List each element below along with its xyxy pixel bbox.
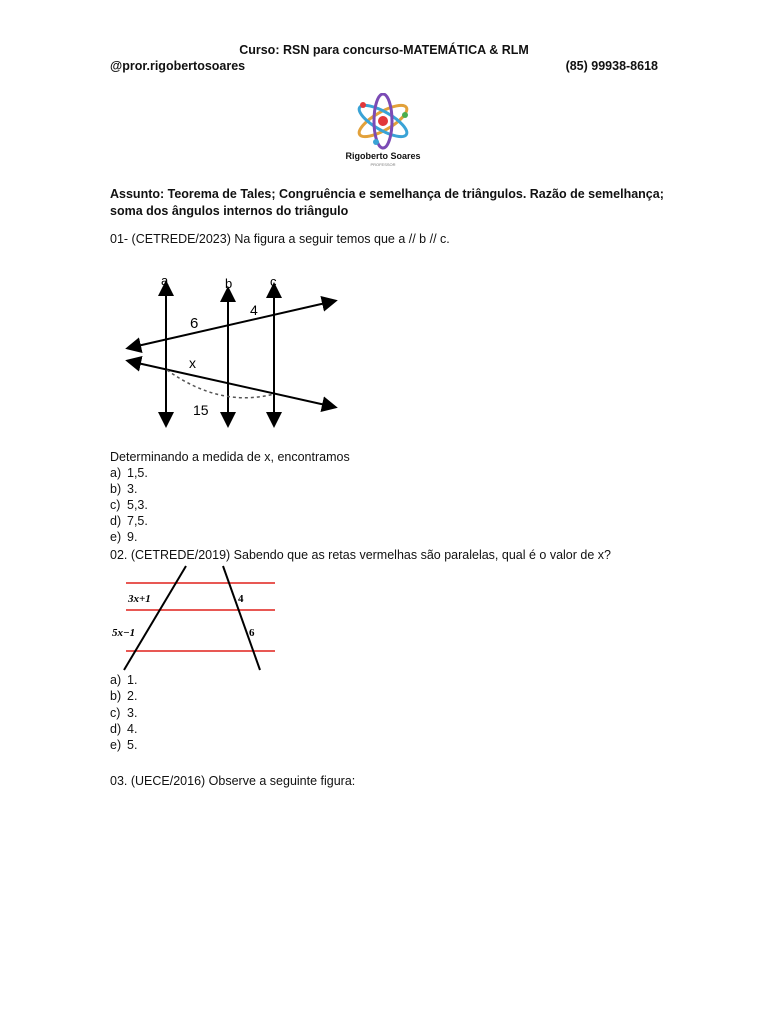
q2-option-e: e) 5. <box>110 738 138 752</box>
q2-option-b: b) 2. <box>110 689 138 703</box>
q2-option-c: c) 3. <box>110 706 138 720</box>
logo <box>336 93 430 173</box>
label-b: b <box>225 276 233 291</box>
q2-statement: 02. (CETREDE/2019) Sabendo que as retas vermelhas são paralelas, qual é o valor de x? <box>110 548 611 562</box>
label-6: 6 <box>249 627 255 639</box>
label-15: 15 <box>193 402 209 418</box>
label-3x-plus-1: 3x+1 <box>128 593 151 605</box>
transversal-top <box>133 302 330 347</box>
atom-logo-icon <box>336 93 430 173</box>
q2-figure <box>108 565 280 673</box>
instagram-handle: @pror.rigobertosoares <box>110 59 246 73</box>
phone-number: (85) 99938-8618 <box>565 59 658 73</box>
q2-option-a: a) 1. <box>110 673 138 687</box>
course-title: Curso: RSN para concurso-MATEMÁTICA & RLM <box>239 43 529 57</box>
q1-option-d: d) 7,5. <box>110 514 148 528</box>
label-x: x <box>189 355 196 371</box>
transversal-bottom <box>133 362 330 406</box>
q1-statement: 01- (CETREDE/2023) Na figura a seguir temos que a // b // c. <box>110 232 450 246</box>
q1-prompt: Determinando a medida de x, encontramos <box>110 450 350 464</box>
subject-line-1: Assunto: Teorema de Tales; Congruência e semelhança de triângulos. Razão de semelhança; <box>110 187 664 201</box>
label-c: c <box>270 274 277 289</box>
label-a: a <box>161 273 169 288</box>
label-4: 4 <box>238 593 244 605</box>
q1-option-b: b) 3. <box>110 482 138 496</box>
q1-option-e: e) 9. <box>110 530 138 544</box>
q2-option-d: d) 4. <box>110 722 138 736</box>
q1-figure <box>125 270 340 435</box>
label-4: 4 <box>250 302 258 318</box>
q1-option-c: c) 5,3. <box>110 498 148 512</box>
label-6: 6 <box>190 315 199 332</box>
label-5x-minus-1: 5x−1 <box>112 627 136 639</box>
logo-subtitle: PROFESSOR <box>370 162 396 167</box>
transversal-left <box>124 566 186 670</box>
transversal-right <box>223 566 260 670</box>
q1-option-a: a) 1,5. <box>110 466 148 480</box>
subject-line-2: soma dos ângulos internos do triângulo <box>110 204 349 218</box>
q3-statement: 03. (UECE/2016) Observe a seguinte figura: <box>110 774 356 788</box>
logo-name: Rigoberto Soares <box>345 151 421 161</box>
